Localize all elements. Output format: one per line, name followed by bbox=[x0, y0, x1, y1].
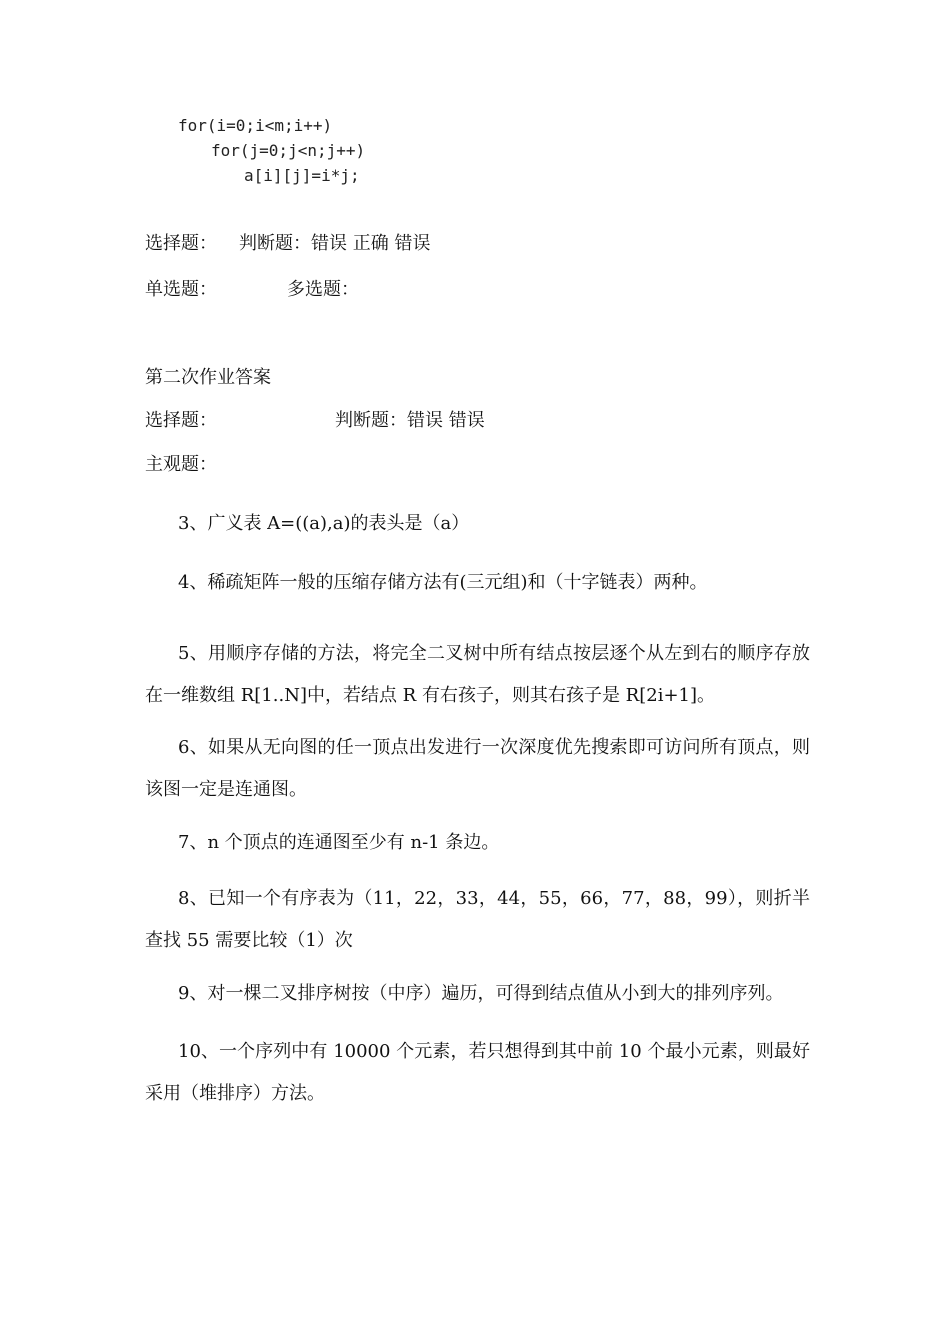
code-line-inner-loop: for(j=0;j<n;j++) bbox=[211, 141, 366, 160]
second-answers-row bbox=[145, 409, 485, 433]
answer-item-4: 4、稀疏矩阵一般的压缩存储方法有(三元组)和（十字链表）两种。 bbox=[178, 572, 708, 593]
code-line-assignment: a[i][j]=i*j; bbox=[244, 166, 360, 185]
subjective-label: 主观题： bbox=[145, 454, 217, 475]
second-homework-title: 第二次作业答案 bbox=[145, 367, 271, 388]
single-multi-row bbox=[145, 278, 359, 302]
first-answers-row bbox=[145, 232, 430, 256]
multi-choice-label: 多选题： bbox=[287, 279, 359, 300]
answer-item-6: 6、如果从无向图的任一顶点出发进行一次深度优先搜索即可访问所有顶点，则该图一定是连通图。 bbox=[145, 737, 810, 800]
code-line-outer-loop: for(i=0;i<m;i++) bbox=[178, 116, 333, 135]
answer-item-7: 7、n 个顶点的连通图至少有 n-1 条边。 bbox=[178, 832, 500, 853]
answer-item-5: 5、用顺序存储的方法，将完全二叉树中所有结点按层逐个从左到右的顺序存放在一维数组 R[1..N]中，若结点 R 有右孩子，则其右孩子是 R[2i+1]。 bbox=[145, 643, 810, 706]
answer-item-10: 10、一个序列中有 10000 个元素，若只想得到其中前 10 个最小元素，则最好采用（堆排序）方法。 bbox=[145, 1041, 810, 1104]
single-choice-label: 单选题： bbox=[145, 279, 217, 300]
judge-answers: 判断题：错误 正确 错误 bbox=[239, 233, 431, 254]
second-judge-answers: 判断题：错误 错误 bbox=[335, 410, 485, 431]
answer-item-8: 8、已知一个有序表为（11，22，33，44，55，66，77，88，99），则折半查找 55 需要比较（1）次 bbox=[145, 888, 810, 951]
choice-label: 选择题： bbox=[145, 233, 217, 254]
answer-item-9: 9、对一棵二叉排序树按（中序）遍历，可得到结点值从小到大的排列序列。 bbox=[178, 983, 784, 1004]
second-choice-label: 选择题： bbox=[145, 410, 217, 431]
answer-item-3: 3、广义表 A=((a),a)的表头是（a） bbox=[178, 513, 470, 534]
